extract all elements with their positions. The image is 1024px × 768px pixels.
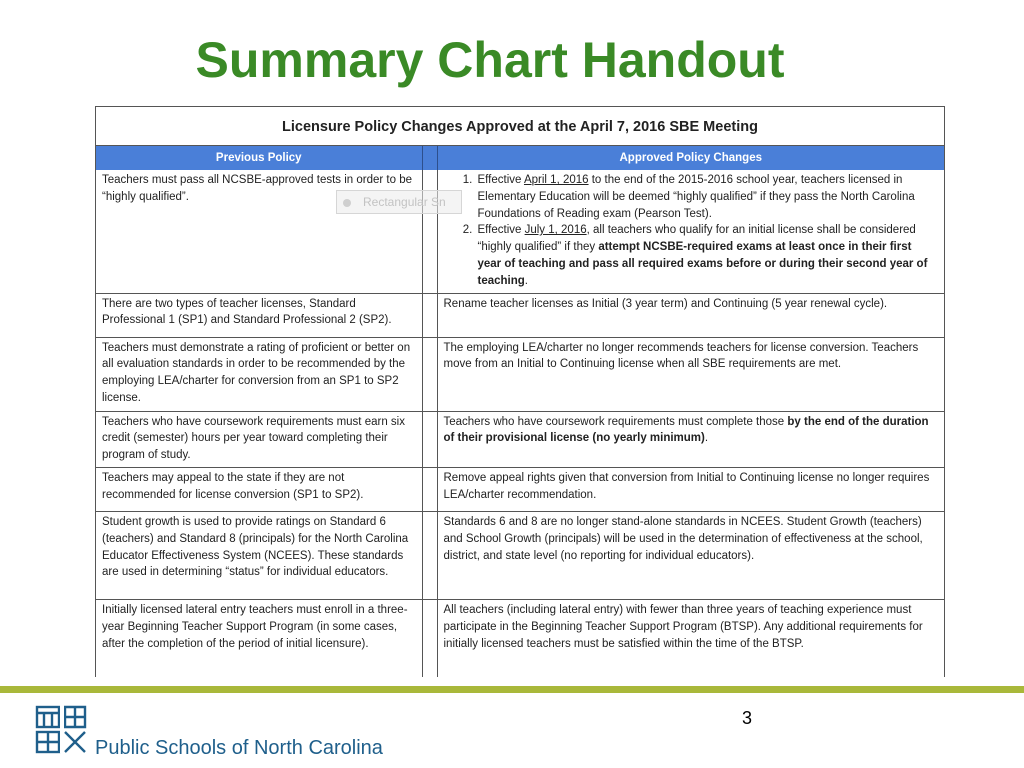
policy-grid [96, 146, 944, 677]
ncdpi-logo-icon [35, 703, 89, 755]
table-header-row [96, 146, 944, 170]
table-row [96, 293, 944, 337]
spacer-cell [422, 511, 437, 599]
approved-policy-cell: Standards 6 and 8 are no longer stand-alone standards in NCEES. Student Growth (teachers) and School Growth (principals) will be used in the determination of effectiveness at the school, district, and state level (no reporting for individual educators). [437, 511, 944, 599]
table-row [96, 599, 944, 677]
table-title: Licensure Policy Changes Approved at the April 7, 2016 SBE Meeting [96, 107, 944, 146]
spacer-cell [422, 337, 437, 411]
approved-policy-cell: All teachers (including lateral entry) with fewer than three years of teaching experience must participate in the Beginning Teacher Support Program (BTSP). Any additional requirements for initially licensed teachers must be satisfied within the time of the BTSP. [437, 599, 944, 677]
spacer-cell [422, 467, 437, 511]
list-item: 2. Effective July 1, 2016, all teachers who qualify for an initial license shall be considered “highly qualified” if they attempt NCSBE-required exams at least once in their first year of teaching and pass all required exams before or during their second year of teaching. [476, 222, 939, 289]
previous-policy-cell: There are two types of teacher licenses, Standard Professional 1 (SP1) and Standard Professional 2 (SP2). [96, 293, 422, 337]
header-spacer [422, 146, 437, 170]
table-row [96, 511, 944, 599]
spacer-cell [422, 599, 437, 677]
rectangular-snip-ghost [336, 190, 462, 214]
previous-policy-cell: Teachers may appeal to the state if they are not recommended for license conversion (SP1 to SP2). [96, 467, 422, 511]
spacer-cell [422, 293, 437, 337]
previous-policy-cell: Teachers must pass all NCSBE-approved tests in order to be “highly qualified”. [96, 170, 422, 293]
previous-policy-cell: Student growth is used to provide ratings on Standard 6 (teachers) and Standard 8 (principals) for the North Carolina Educator Effectiveness System (NCEES). These standards are used in determining “status” for individual educators. [96, 511, 422, 599]
approved-policy-cell: Remove appeal rights given that conversion from Initial to Continuing license no longer requires LEA/charter recommendation. [437, 467, 944, 511]
approved-policy-cell [437, 170, 944, 293]
header-previous-policy: Previous Policy [96, 146, 422, 170]
ghost-label: Rectangular Sn [363, 195, 446, 209]
radio-dot-icon [343, 199, 351, 207]
table-row [96, 467, 944, 511]
previous-policy-cell: Initially licensed lateral entry teachers must enroll in a three-year Beginning Teacher Support Program (in some cases, after the completion of the period of initial licensure). [96, 599, 422, 677]
header-approved-changes: Approved Policy Changes [437, 146, 944, 170]
footer-accent-bar [0, 686, 1024, 693]
table-row [96, 337, 944, 411]
slide-title: Summary Chart Handout [195, 32, 785, 88]
approved-policy-cell: The employing LEA/charter no longer recommends teachers for license conversion. Teachers move from an Initial to Continuing license when all SBE requirements are met. [437, 337, 944, 411]
previous-policy-cell: Teachers who have coursework requirements must earn six credit (semester) hours per year toward completing their program of study. [96, 411, 422, 467]
list-item: 1. Effective April 1, 2016 to the end of the 2015-2016 school year, teachers licensed in Elementary Education will be deemed “highly qualified” if they pass the North Carolina Foundations of Reading exam (Pearson Test). [476, 172, 939, 222]
approved-policy-cell: Rename teacher licenses as Initial (3 year term) and Continuing (5 year renewal cycle). [437, 293, 944, 337]
approved-numbered-list [444, 172, 939, 290]
spacer-cell [422, 170, 437, 293]
policy-table [95, 106, 945, 677]
table-row [96, 170, 944, 293]
page-number: 3 [742, 708, 753, 728]
previous-policy-cell: Teachers must demonstrate a rating of proficient or better on all evaluation standards in order to be recommended by the employing LEA/charter for conversion from an SP1 to SP2 license. [96, 337, 422, 411]
table-row [96, 411, 944, 467]
spacer-cell [422, 411, 437, 467]
footer-org-name: Public Schools of North Carolina [95, 737, 383, 759]
approved-policy-cell: Teachers who have coursework requirements must complete those by the end of the duration of their provisional license (no yearly minimum). [437, 411, 944, 467]
